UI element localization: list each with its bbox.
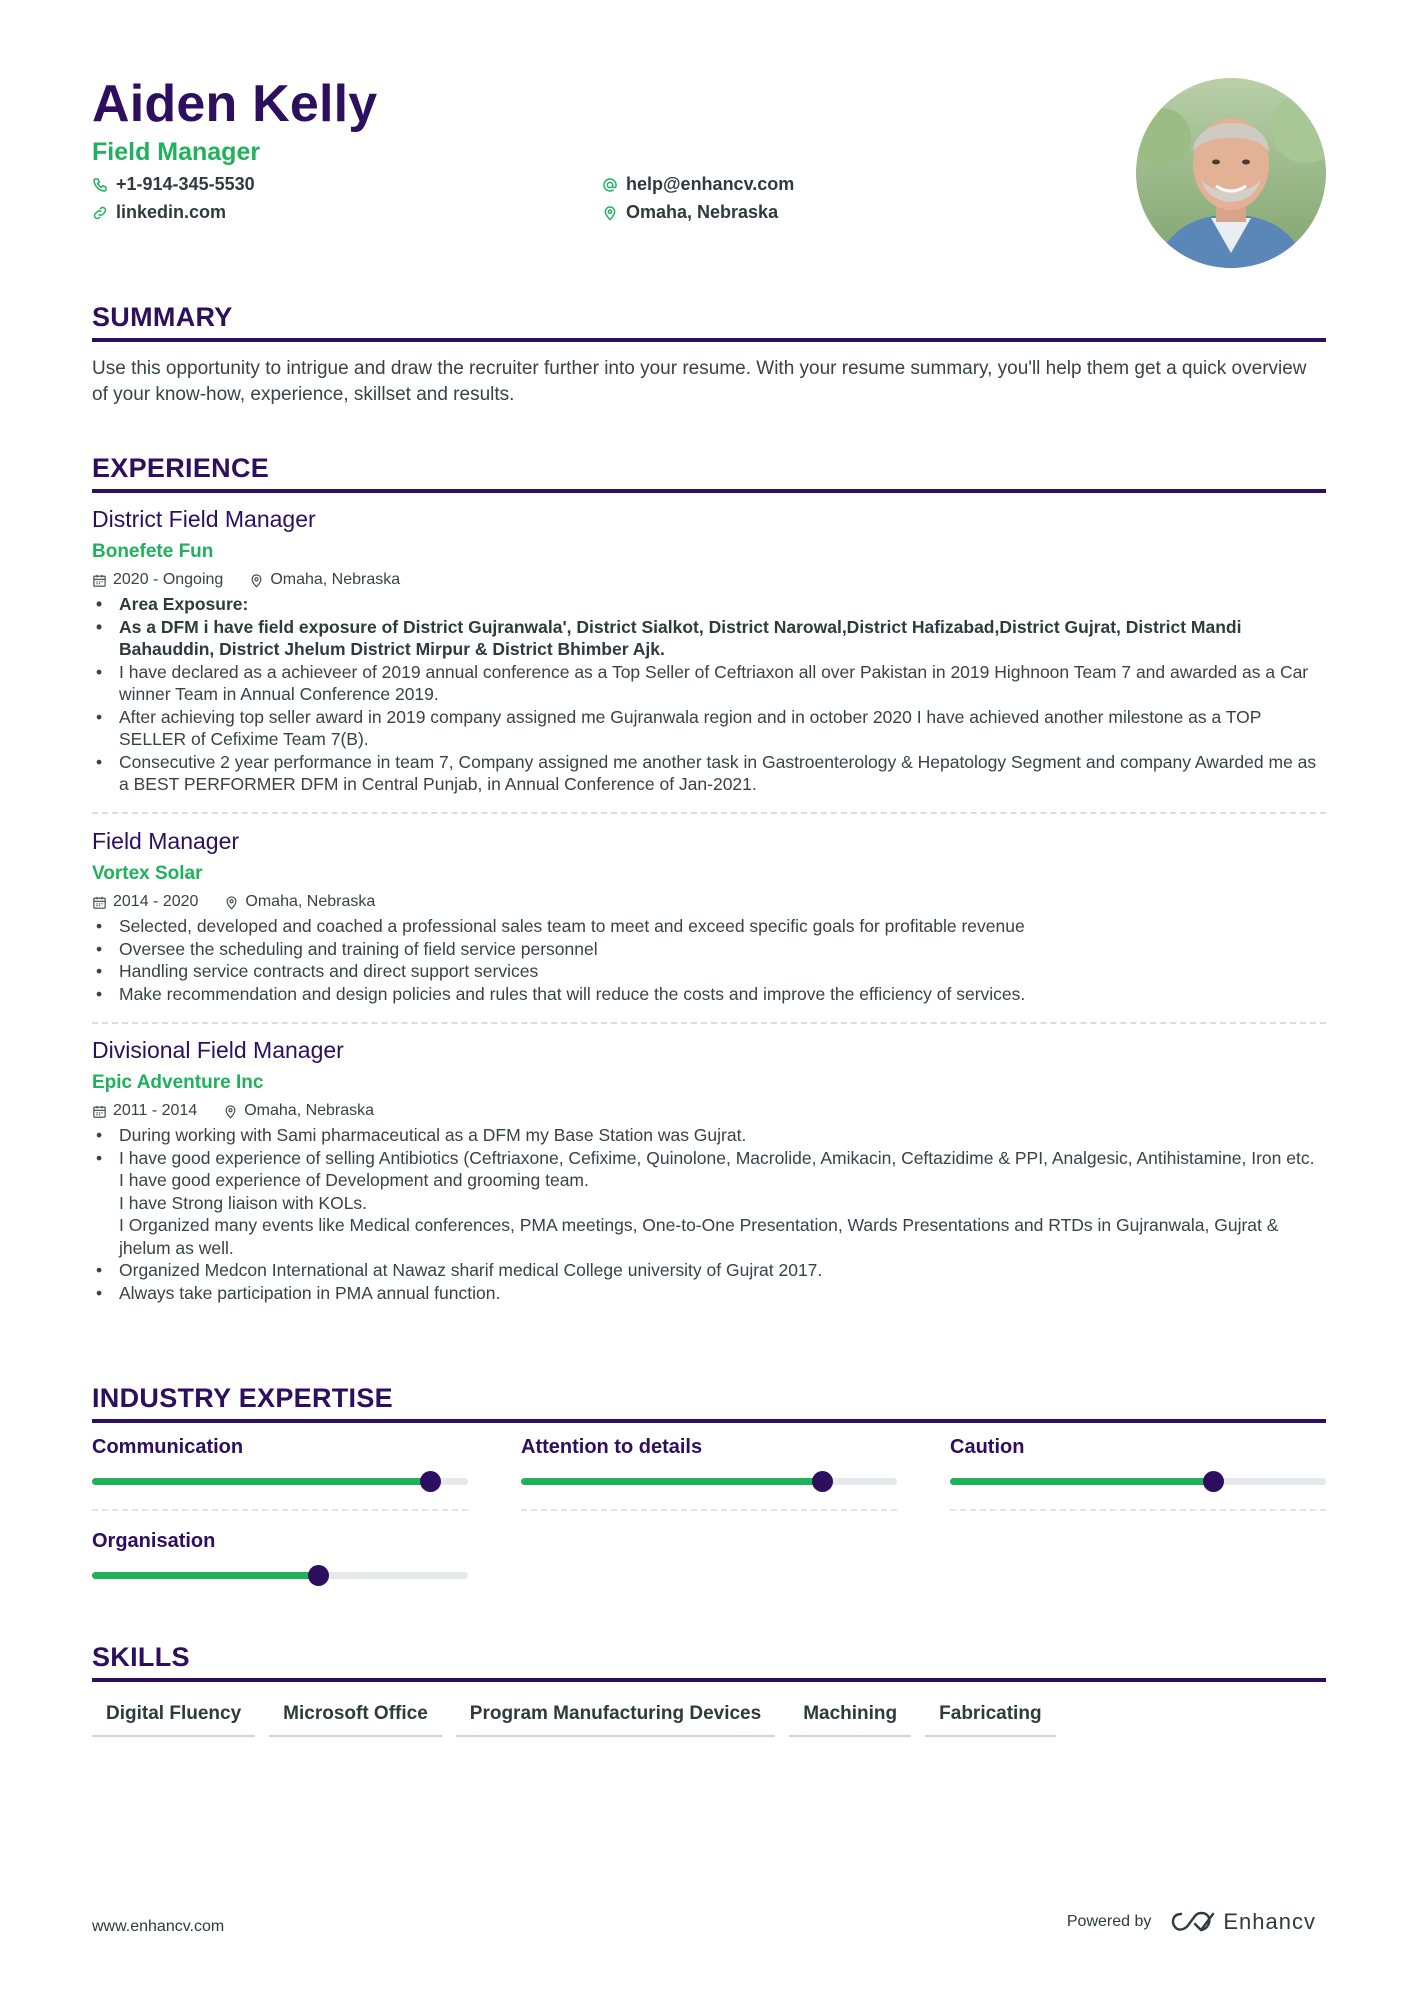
job-bullet: • Always take participation in PMA annual function. [92, 1282, 1326, 1305]
job-bullets [92, 593, 1326, 796]
footer-website[interactable]: www.enhancv.com [92, 1918, 225, 1935]
expertise-bar-knob [420, 1471, 441, 1492]
expertise-item [92, 1530, 468, 1553]
job-bullets [92, 1124, 1326, 1304]
job-divider [92, 812, 1326, 814]
linkedin-contact[interactable] [92, 202, 226, 223]
expertise-bar-fill [950, 1478, 1213, 1485]
job-bullet: • I have good experience of selling Antibiotics (Ceftriaxone, Cefixime, Quinolone, Macrolide, Amikacin, Ceftazidime & PPI, Analgesic, Antihistamine, Iron etc. I have good experience of Development and grooming team. I have Strong liaison with KOLs. I Organized many events like Medical conferences, PMA meetings, One-to-One Presentation, Wards Presentations and RTDs in Gujranwala, Gujrat & jhelum as well. [92, 1147, 1326, 1260]
calendar-icon [92, 895, 107, 910]
location-pin-icon [249, 573, 264, 588]
summary-rule [92, 338, 1326, 342]
enhancv-logo[interactable] [1169, 1909, 1316, 1935]
job-location [249, 571, 400, 589]
email-contact[interactable] [602, 174, 794, 195]
summary-text: Use this opportunity to intrigue and draw the recruiter further into your resume. With your resume summary, you'll help them get a quick overview of your know-how, experience, skillset and results. [92, 358, 1307, 405]
job-title: Divisional Field Manager [92, 1037, 344, 1063]
summary-title: SUMMARY [92, 302, 233, 332]
location-pin-icon [223, 1104, 238, 1119]
skill-tag: Machining [789, 1697, 911, 1737]
expertise-title: INDUSTRY EXPERTISE [92, 1383, 393, 1413]
expertise-bar [92, 1572, 468, 1579]
job-divider [92, 1022, 1326, 1024]
job-company: Vortex Solar [92, 863, 203, 884]
job-meta [92, 893, 1326, 911]
skills-list [92, 1697, 1056, 1737]
job-meta [92, 1102, 1326, 1120]
job-bullet: • Consecutive 2 year performance in team 7, Company assigned me another task in Gastroenterology & Hepatology Segment and company Awarded me as a BEST PERFORMER DFM in Central Punjab, in Annual Conference of Jan-2021. [92, 751, 1326, 796]
expertise-item [950, 1436, 1326, 1459]
at-icon [602, 177, 618, 193]
job-title: District Field Manager [92, 506, 316, 532]
job-dates [92, 1102, 197, 1120]
expertise-bar-fill [521, 1478, 822, 1485]
job-entry [92, 828, 1326, 1005]
job-bullet: • Area Exposure: [92, 593, 1326, 616]
expertise-bar-knob [1203, 1471, 1224, 1492]
expertise-bar-fill [92, 1478, 430, 1485]
job-dates [92, 571, 223, 589]
expertise-divider [950, 1509, 1326, 1511]
expertise-item [521, 1436, 897, 1459]
job-bullet: • Selected, developed and coached a professional sales team to meet and exceed specific goals for profitable revenue [92, 915, 1326, 938]
job-entry [92, 1037, 1326, 1304]
job-meta [92, 571, 1326, 589]
job-bullets [92, 915, 1326, 1005]
location-pin-icon [224, 895, 239, 910]
job-title: Field Manager [92, 828, 240, 854]
expertise-item [92, 1436, 468, 1459]
resume-page [92, 0, 1326, 1995]
job-dates-text: 2020 - Ongoing [113, 571, 224, 588]
job-location-text: Omaha, Nebraska [270, 571, 401, 588]
job-location-text: Omaha, Nebraska [244, 1102, 375, 1119]
expertise-bar [92, 1478, 468, 1485]
expertise-bar [950, 1478, 1326, 1485]
job-dates [92, 893, 198, 911]
job-location [223, 1102, 374, 1120]
location-contact [602, 202, 778, 223]
skills-rule [92, 1678, 1326, 1682]
expertise-label: Attention to details [521, 1436, 703, 1458]
phone-text: +1-914-345-5530 [116, 174, 255, 194]
calendar-icon [92, 1104, 107, 1119]
job-location-text: Omaha, Nebraska [245, 893, 376, 910]
job-bullet: • As a DFM i have field exposure of District Gujranwala', District Sialkot, District Narowal,District Hafizabad,District Gujrat, District Mandi Bahauddin, District Jhelum District Mirpur & District Bhimber Ajk. [92, 616, 1326, 661]
phone-contact [92, 174, 255, 195]
experience-rule [92, 489, 1326, 493]
expertise-bar [521, 1478, 897, 1485]
expertise-bar-fill [92, 1572, 318, 1579]
skills-title: SKILLS [92, 1642, 190, 1672]
expertise-divider [92, 1509, 468, 1511]
expertise-bar-knob [308, 1565, 329, 1586]
job-bullet: • Make recommendation and design policies and rules that will reduce the costs and improve the efficiency of services. [92, 983, 1326, 1006]
calendar-icon [92, 573, 107, 588]
powered-by-text: Powered by [1066, 1913, 1152, 1930]
skill-tag: Digital Fluency [92, 1697, 255, 1737]
enhancv-logo-icon [1169, 1910, 1215, 1934]
job-bullet: • Oversee the scheduling and training of field service personnel [92, 938, 1326, 961]
skill-tag: Microsoft Office [269, 1697, 442, 1737]
location-pin-icon [602, 205, 618, 221]
expertise-label: Caution [950, 1436, 1025, 1458]
expertise-divider [521, 1509, 897, 1511]
candidate-name: Aiden Kelly [92, 75, 378, 133]
profile-photo [1136, 78, 1326, 268]
phone-icon [92, 177, 108, 193]
job-company: Bonefete Fun [92, 541, 214, 562]
expertise-rule [92, 1419, 1326, 1423]
skill-tag: Program Manufacturing Devices [456, 1697, 775, 1737]
location-text: Omaha, Nebraska [626, 202, 779, 222]
skill-tag: Fabricating [925, 1697, 1055, 1737]
job-entry [92, 506, 1326, 796]
job-dates-text: 2014 - 2020 [113, 893, 199, 910]
job-company: Epic Adventure Inc [92, 1072, 264, 1093]
job-bullet: • After achieving top seller award in 2019 company assigned me Gujranwala region and in october 2020 I have achieved another milestone as a TOP SELLER of Cefixime Team 7(B). [92, 706, 1326, 751]
enhancv-logo-text: Enhancv [1223, 1909, 1316, 1934]
expertise-label: Organisation [92, 1530, 216, 1552]
job-bullet: • Handling service contracts and direct support services [92, 960, 1326, 983]
job-bullet: • Organized Medcon International at Nawaz sharif medical College university of Gujrat 2017. [92, 1259, 1326, 1282]
job-bullet: • I have declared as a achieveer of 2019 annual conference as a Top Seller of Ceftriaxon all over Pakistan in 2019 Highnoon Team 7 and awarded as a Car winner Team in Annual Conference 2019. [92, 661, 1326, 706]
footer-branding [1067, 1909, 1316, 1935]
job-dates-text: 2011 - 2014 [113, 1102, 198, 1119]
experience-title: EXPERIENCE [92, 453, 270, 483]
expertise-bar-knob [812, 1471, 833, 1492]
linkedin-text[interactable]: linkedin.com [116, 202, 227, 222]
link-icon [92, 205, 108, 221]
job-bullet: • During working with Sami pharmaceutical as a DFM my Base Station was Gujrat. [92, 1124, 1326, 1147]
job-location [224, 893, 375, 911]
expertise-label: Communication [92, 1436, 244, 1458]
email-text[interactable]: help@enhancv.com [626, 174, 795, 194]
candidate-role: Field Manager [92, 138, 261, 166]
